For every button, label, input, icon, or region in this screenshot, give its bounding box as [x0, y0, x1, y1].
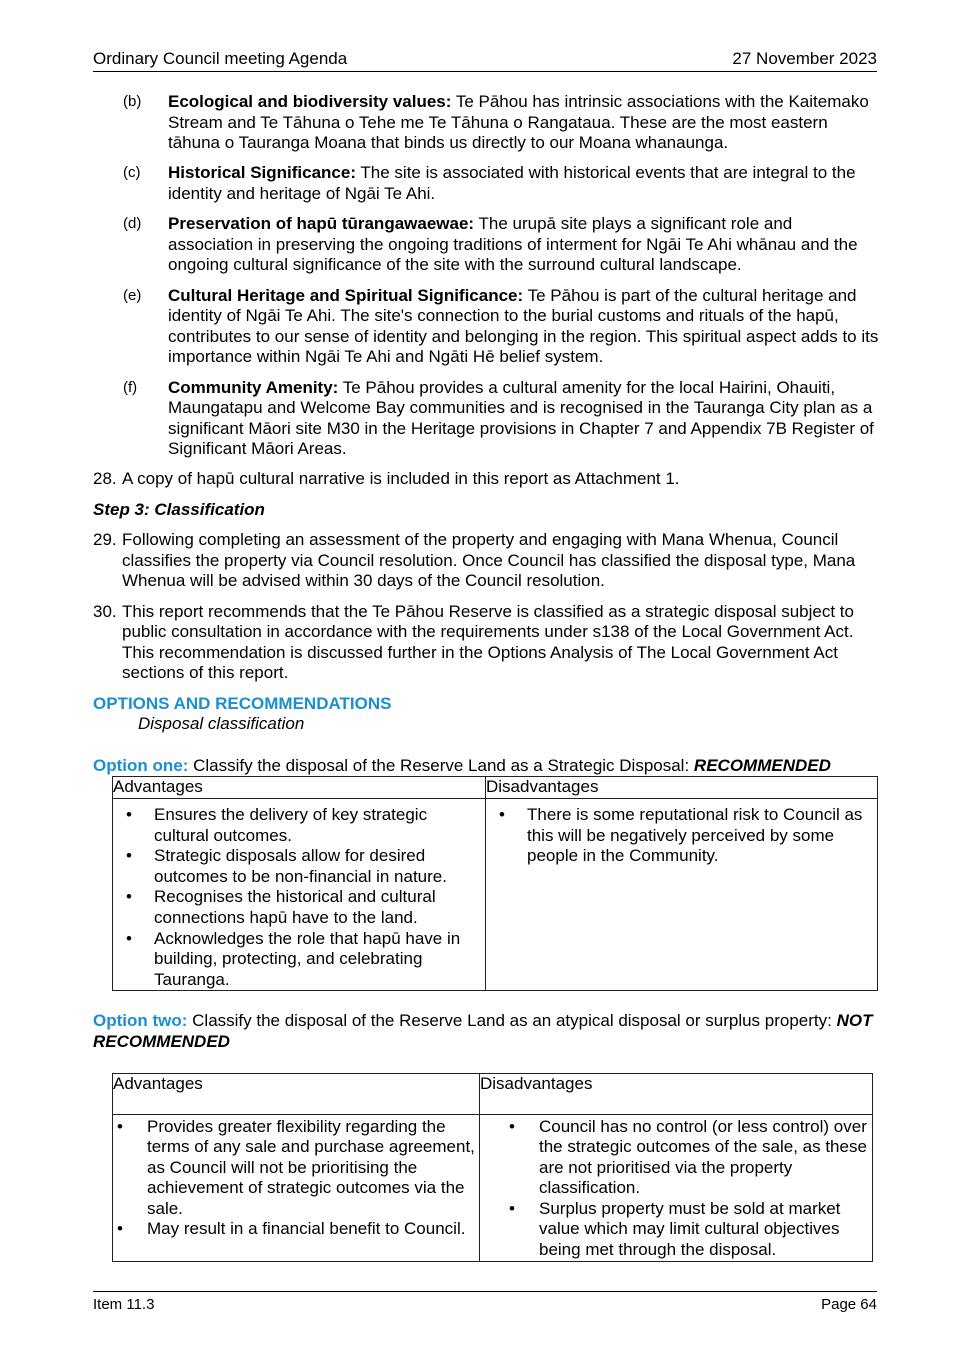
sub-item-text	[168, 92, 879, 154]
sub-item	[93, 378, 879, 460]
options-subheading: Disposal classification	[138, 714, 305, 734]
paragraph-text: A copy of hapū cultural narrative is included in this report as Attachment 1.	[122, 469, 680, 489]
list-item: • Strategic disposals allow for desired outcomes to be non-financial in nature.	[113, 846, 485, 887]
sub-item-list	[93, 92, 879, 460]
option-two-line	[93, 1011, 879, 1052]
sub-item-title: Cultural Heritage and Spiritual Significance:	[168, 285, 524, 305]
sub-item	[93, 286, 879, 368]
document-body	[93, 92, 879, 1262]
option-one-verdict: RECOMMENDED	[693, 755, 831, 775]
option-one-table	[112, 776, 878, 991]
meeting-date: 27 November 2023	[732, 49, 877, 68]
sub-item	[93, 214, 879, 276]
option-one-line	[93, 756, 879, 777]
sub-item-text	[168, 214, 879, 276]
sub-item-label: (f)	[123, 378, 138, 396]
paragraph-30	[93, 602, 879, 684]
disadvantages-header: Disadvantages	[486, 777, 878, 799]
option-two-verdict: NOT RECOMMENDED	[93, 1011, 873, 1051]
sub-item-title: Historical Significance:	[168, 163, 356, 183]
list-item: • Acknowledges the role that hapū have in building, protecting, and celebrating Tauranga.	[113, 929, 485, 991]
sub-item	[93, 92, 879, 154]
sub-item-body: The site is associated with historical events that are integral to the identity and heritage of Ngāi Te Ahi.	[168, 163, 856, 203]
paragraph-number: 29.	[93, 530, 117, 550]
sub-item-title: Preservation of hapū tūrangawaewae:	[168, 214, 475, 234]
option-two-label: Option two:	[93, 1011, 188, 1031]
advantages-list	[113, 1117, 479, 1241]
step-heading: Step 3: Classification	[93, 499, 265, 519]
advantages-list	[113, 805, 485, 990]
sub-item-title: Ecological and biodiversity values:	[168, 92, 452, 111]
list-item: • Recognises the historical and cultural connections hapū have to the land.	[113, 887, 485, 928]
sub-item-label: (d)	[123, 215, 142, 233]
option-one-text: Classify the disposal of the Reserve Land as a Strategic Disposal:	[188, 755, 694, 775]
list-item: • Ensures the delivery of key strategic cultural outcomes.	[113, 805, 485, 846]
paragraph-text: Following completing an assessment of the property and engaging with Mana Whenua, Council classifies the property via Council resolution. Once Council has classified the disposal type, Mana Whenua will be advised within 30 days of the Council resolution.	[122, 530, 856, 591]
sub-item-text	[168, 286, 879, 368]
meeting-title: Ordinary Council meeting Agenda	[93, 49, 348, 68]
disadvantages-cell	[486, 798, 878, 990]
sub-item-body: Te Pāhou provides a cultural amenity for the local Hairini, Ohauiti, Maungatapu and Welcome Bay communities and is recognised in the Tauranga City plan as a significant Māori site M30 in the Heritage provisions in Chapter 7 and Appendix 7B Register of Significant Māori Areas.	[168, 377, 874, 459]
disadvantages-list	[480, 1117, 872, 1261]
list-item: • Surplus property must be sold at market value which may limit cultural objectives being met through the disposal.	[480, 1199, 872, 1261]
item-number: Item 11.3	[93, 1296, 155, 1313]
list-item: • There is some reputational risk to Council as this will be negatively perceived by some people in the Community.	[486, 805, 877, 867]
sub-item-text	[168, 378, 879, 460]
sub-item	[93, 163, 879, 204]
sub-item-text	[168, 163, 879, 204]
advantages-header: Advantages	[113, 777, 486, 799]
paragraph-29	[93, 530, 879, 592]
paragraph-28	[93, 469, 879, 490]
sub-item-body: Te Pāhou is part of the cultural heritage and identity of Ngāi Te Ahi. The site's connection to the burial customs and rituals of the hapū, contributes to our sense of identity and belonging in the region. This spiritual aspect adds to its importance within Ngāi Te Ahi and Ngāti Hē belief system.	[168, 285, 879, 367]
paragraph-text: This report recommends that the Te Pāhou Reserve is classified as a strategic disposal subject to public consultation in accordance with the requirements under s138 of the Local Government Act. This recommendation is discussed further in the Options Analysis of The Local Government Act sections of this report.	[122, 601, 854, 683]
list-item: • May result in a financial benefit to Council.	[113, 1219, 479, 1240]
options-heading: OPTIONS AND RECOMMENDATIONS	[93, 693, 392, 713]
page-footer	[93, 1291, 877, 1315]
sub-item-label: (e)	[123, 286, 142, 304]
option-one-label: Option one:	[93, 755, 189, 775]
sub-item-body: Te Pāhou has intrinsic associations with the Kaitemako Stream and Te Tāhuna o Tehe me Te Tāhuna o Rangataua. These are the most eastern tāhuna o Tauranga Moana that binds us directly to our Moana whanaunga.	[168, 92, 869, 153]
list-item: • Council has no control (or less control) over the strategic outcomes of the sale, as these are not prioritised via the property classification.	[480, 1117, 872, 1199]
list-item: • Provides greater flexibility regarding the terms of any sale and purchase agreement, as Council will not be prioritising the achievement of strategic outcomes via the sale.	[113, 1117, 479, 1220]
sub-item-label: (c)	[123, 164, 141, 182]
sub-item-label: (b)	[123, 93, 142, 110]
advantages-header: Advantages	[113, 1073, 480, 1114]
disadvantages-cell	[480, 1114, 873, 1261]
paragraph-number: 28.	[93, 469, 117, 489]
disadvantages-header: Disadvantages	[480, 1073, 873, 1114]
disadvantages-list	[486, 805, 877, 867]
advantages-cell	[113, 1114, 480, 1261]
sub-item-body: The urupā site plays a significant role and association in preserving the ongoing traditions of interment for Ngāi Te Ahi whānau and the ongoing cultural significance of the site with the surround cultural landscape.	[168, 214, 858, 275]
page-header	[93, 48, 877, 72]
option-two-table	[112, 1073, 873, 1262]
page-number: Page 64	[821, 1296, 877, 1313]
sub-item-title: Community Amenity:	[168, 377, 339, 397]
option-two-text: Classify the disposal of the Reserve Land as an atypical disposal or surplus property:	[187, 1011, 837, 1031]
advantages-cell	[113, 798, 486, 990]
paragraph-number: 30.	[93, 601, 117, 621]
